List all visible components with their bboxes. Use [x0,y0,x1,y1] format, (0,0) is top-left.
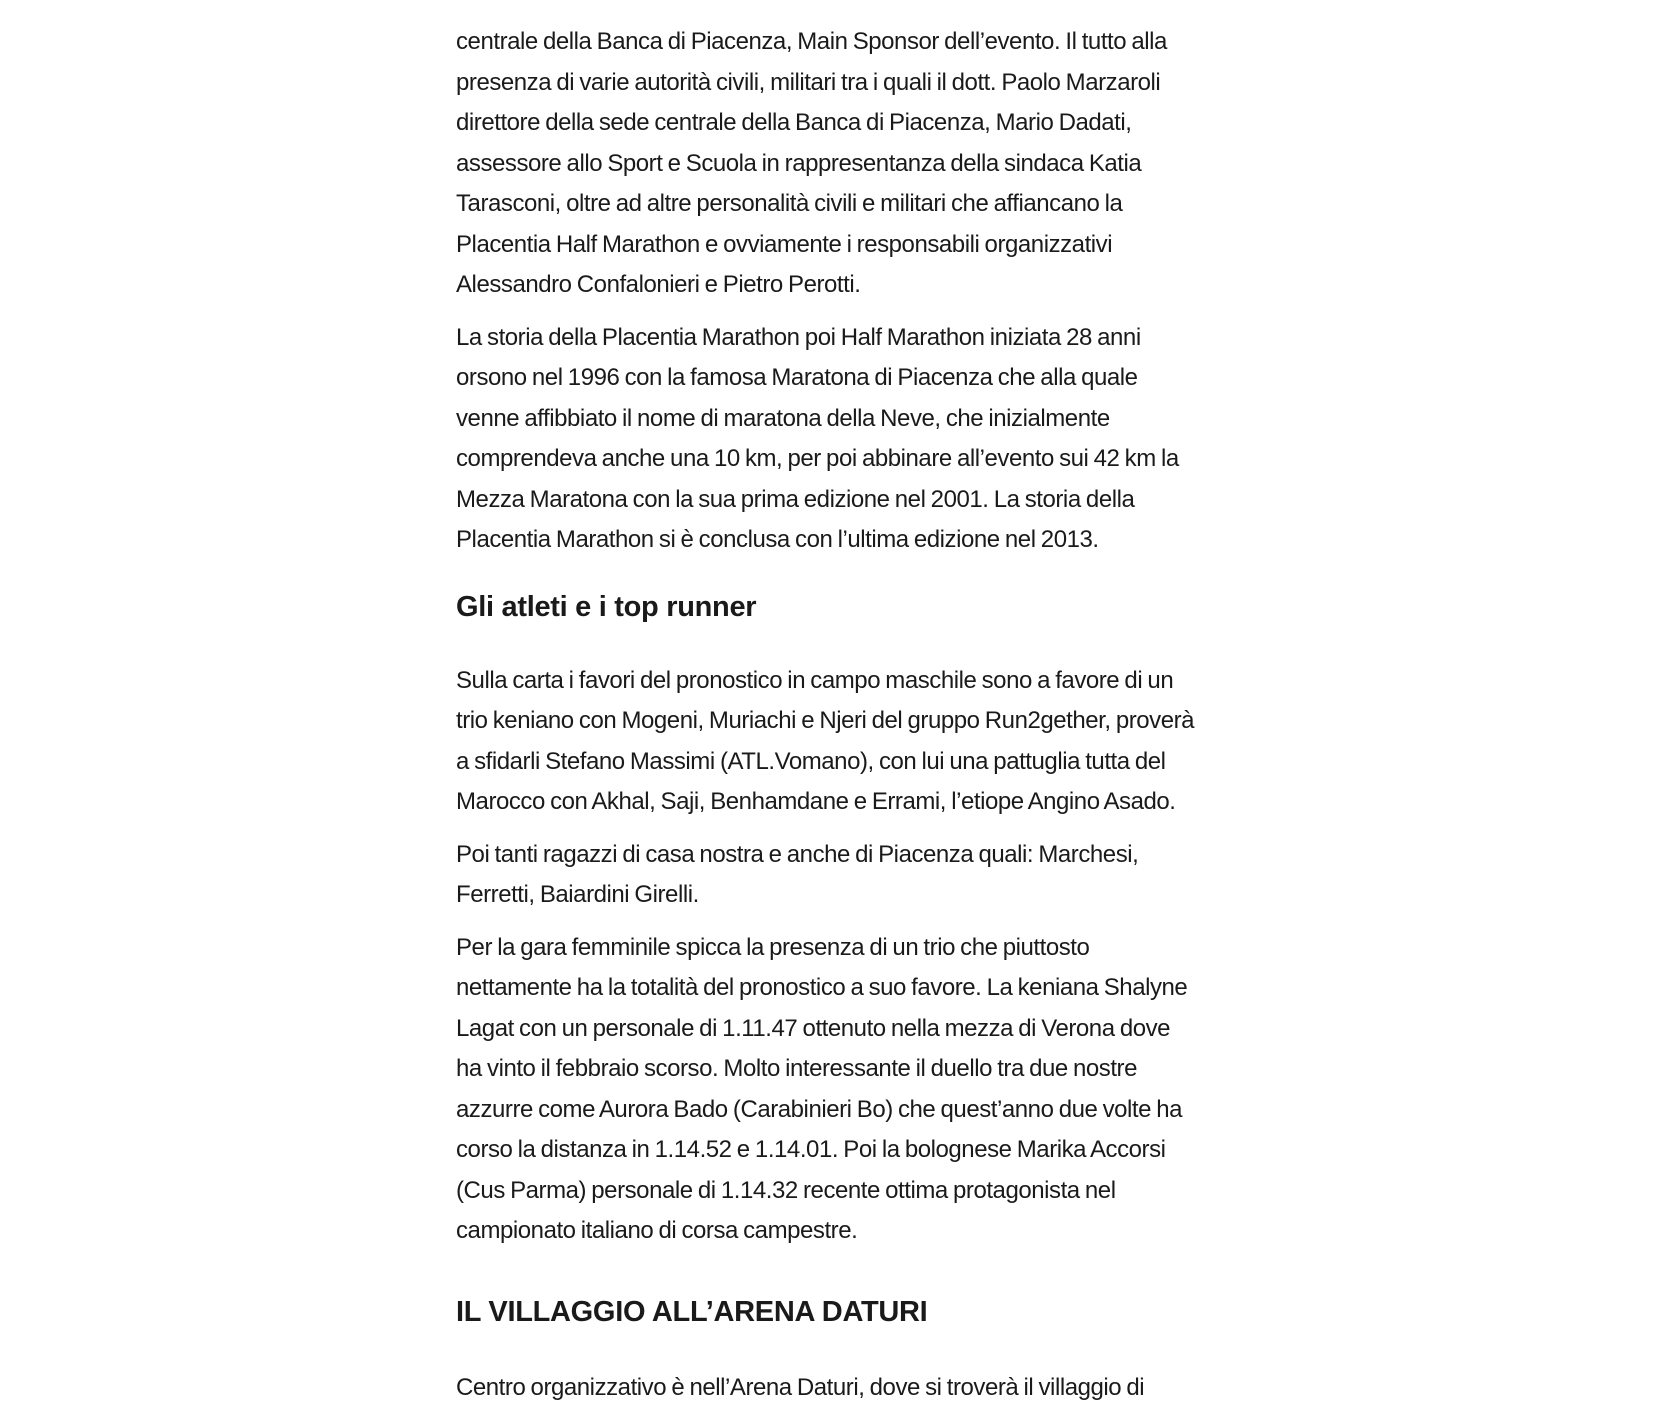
text-line: corso la distanza in 1.14.52 e 1.14.01. Poi la bolognese Marika Accorsi [456,1130,1216,1171]
text-line: azzurre come Aurora Bado (Carabinieri Bo) che quest’anno due volte ha [456,1090,1216,1131]
text-line: orsono nel 1996 con la famosa Maratona di Piacenza che alla quale [456,358,1216,399]
text-line: centrale della Banca di Piacenza, Main Sponsor dell’evento. Il tutto alla [456,22,1216,63]
text-line: La storia della Placentia Marathon poi Half Marathon iniziata 28 anni [456,318,1216,359]
section-heading-athletes: Gli atleti e i top runner [456,587,1216,627]
paragraph-marathon-history [456,318,1216,561]
paragraph-female-race [456,928,1216,1252]
text-line: Lagat con un personale di 1.11.47 ottenuto nella mezza di Verona dove [456,1009,1216,1050]
text-line: venne affibbiato il nome di maratona della Neve, che inizialmente [456,399,1216,440]
text-line: Placentia Marathon si è conclusa con l’ultima edizione nel 2013. [456,520,1216,561]
text-line: Per la gara femminile spicca la presenza di un trio che piuttosto [456,928,1216,969]
text-line: Ferretti, Baiardini Girelli. [456,875,1216,916]
text-line: ha vinto il febbraio scorso. Molto interessante il duello tra due nostre [456,1049,1216,1090]
text-line: direttore della sede centrale della Banca di Piacenza, Mario Dadati, [456,103,1216,144]
section-heading-village: IL VILLAGGIO ALL’ARENA DATURI [456,1292,1216,1332]
text-line: campionato italiano di corsa campestre. [456,1211,1216,1252]
text-line: Tarasconi, oltre ad altre personalità civili e militari che affiancano la [456,184,1216,225]
text-line: Centro organizzativo è nell’Arena Daturi, dove si troverà il villaggio di [456,1368,1216,1408]
text-line: a sfidarli Stefano Massimi (ATL.Vomano), con lui una pattuglia tutta del [456,742,1216,783]
text-line: trio keniano con Mogeni, Muriachi e Njeri del gruppo Run2gether, proverà [456,701,1216,742]
text-line: presenza di varie autorità civili, militari tra i quali il dott. Paolo Marzaroli [456,63,1216,104]
text-line: Sulla carta i favori del pronostico in campo maschile sono a favore di un [456,661,1216,702]
paragraph-male-favorites [456,661,1216,823]
text-line: Poi tanti ragazzi di casa nostra e anche di Piacenza quali: Marchesi, [456,835,1216,876]
document-page [456,22,1216,1408]
paragraph-sponsor-authorities [456,22,1216,306]
paragraph-arena-daturi [456,1368,1216,1408]
text-line: Alessandro Confalonieri e Pietro Perotti. [456,265,1216,306]
text-line: nettamente ha la totalità del pronostico a suo favore. La keniana Shalyne [456,968,1216,1009]
text-line: Mezza Maratona con la sua prima edizione nel 2001. La storia della [456,480,1216,521]
text-line: (Cus Parma) personale di 1.14.32 recente ottima protagonista nel [456,1171,1216,1212]
text-line: comprendeva anche una 10 km, per poi abbinare all’evento sui 42 km la [456,439,1216,480]
text-line: assessore allo Sport e Scuola in rappresentanza della sindaca Katia [456,144,1216,185]
text-line: Marocco con Akhal, Saji, Benhamdane e Errami, l’etiope Angino Asado. [456,782,1216,823]
paragraph-local-runners [456,835,1216,916]
text-line: Placentia Half Marathon e ovviamente i responsabili organizzativi [456,225,1216,266]
